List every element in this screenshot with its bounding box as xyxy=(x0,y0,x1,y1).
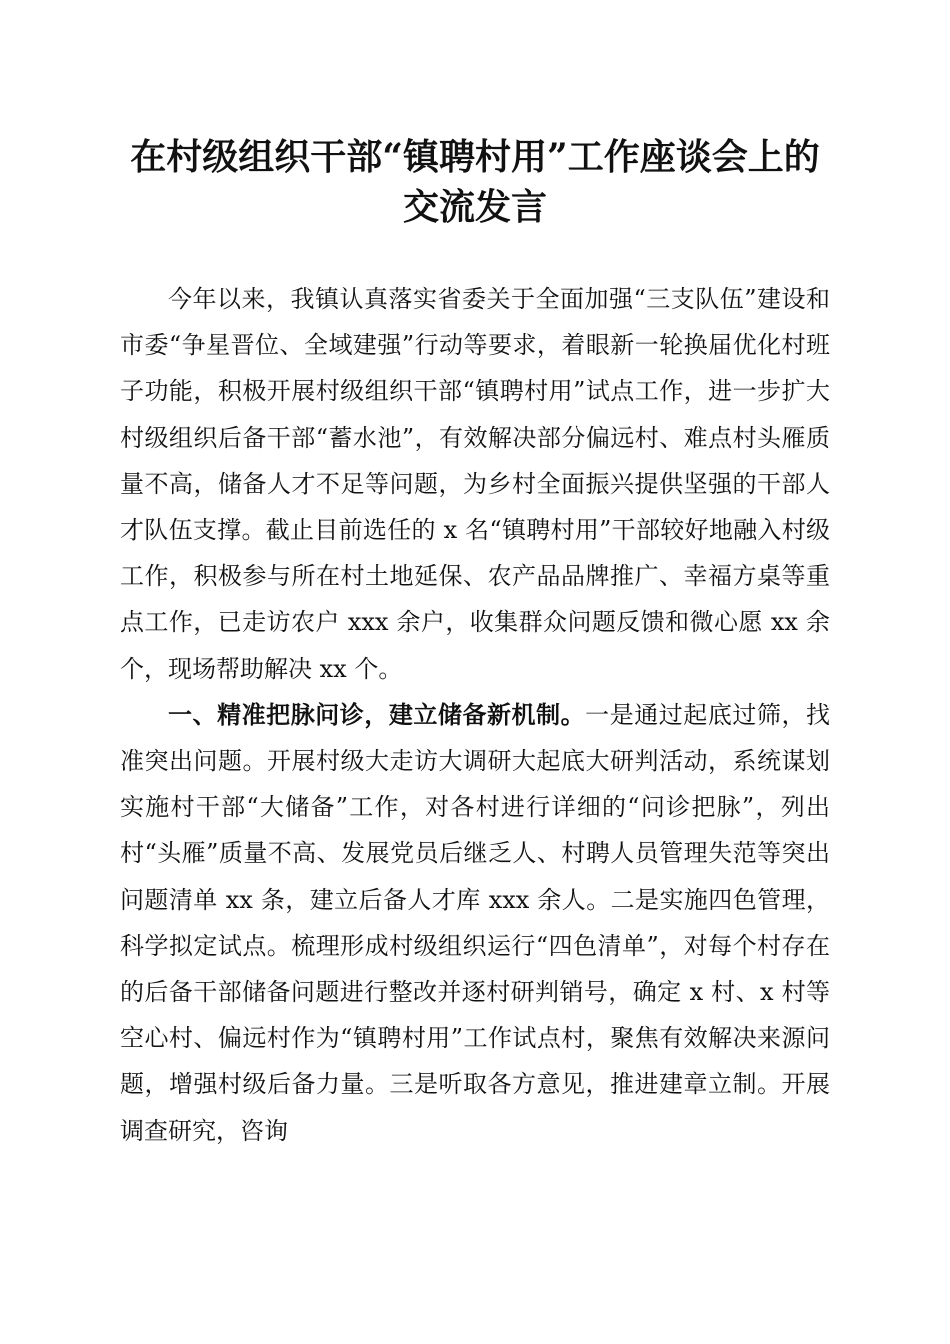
title-line-2: 交流发言 xyxy=(402,186,547,228)
section-heading: 一、精准把脉问诊，建立储备新机制。 xyxy=(168,700,586,729)
paragraph-text: 一是通过起底过筛，找准突出问题。开展村级大走访大调研大起底大研判活动，系统谋划实施村干部“大储备”工作，对各村进行详细的“问诊把脉”，列出村“头雁”质量不高、发展党员后继乏人、村聘人员管理失范等突出问题清单 xx 条，建立后备人才库 xxx 余人。二是实施四色管理，科学拟定试点。梳理形成村级组织运行“四色清单”，对每个村存在的后备干部储备问题进行整改并逐村研判销号，确定 x 村、x 村等空心村、偏远村作为“镇聘村用”工作试点村，聚焦有效解决来源问题，增强村级后备力量。三是听取各方意见，推进建章立制。开展调查研究，咨询 xyxy=(120,700,831,1145)
document-body xyxy=(120,276,830,1154)
paragraph-text: 今年以来，我镇认真落实省委关于全面加强“三支队伍”建设和市委“争星晋位、全域建强”行动等要求，着眼新一轮换届优化村班子功能，积极开展村级组织干部“镇聘村用”试点工作，进一步扩大村级组织后备干部“蓄水池”，有效解决部分偏远村、难点村头雁质量不高，储备人才不足等问题，为乡村全面振兴提供坚强的干部人才队伍支撑。截止目前选任的 x 名“镇聘村用”干部较好地融入村级工作，积极参与所在村土地延保、农产品品牌推广、幸福方桌等重点工作，已走访农户 xxx 余户，收集群众问题反馈和微心愿 xx 余个，现场帮助解决 xx 个。 xyxy=(120,285,830,683)
paragraph-intro xyxy=(120,276,830,692)
paragraph-section-1 xyxy=(120,692,830,1154)
title-line-1: 在村级组织干部“镇聘村用”工作座谈会上的 xyxy=(130,136,820,178)
document-title xyxy=(100,132,850,232)
